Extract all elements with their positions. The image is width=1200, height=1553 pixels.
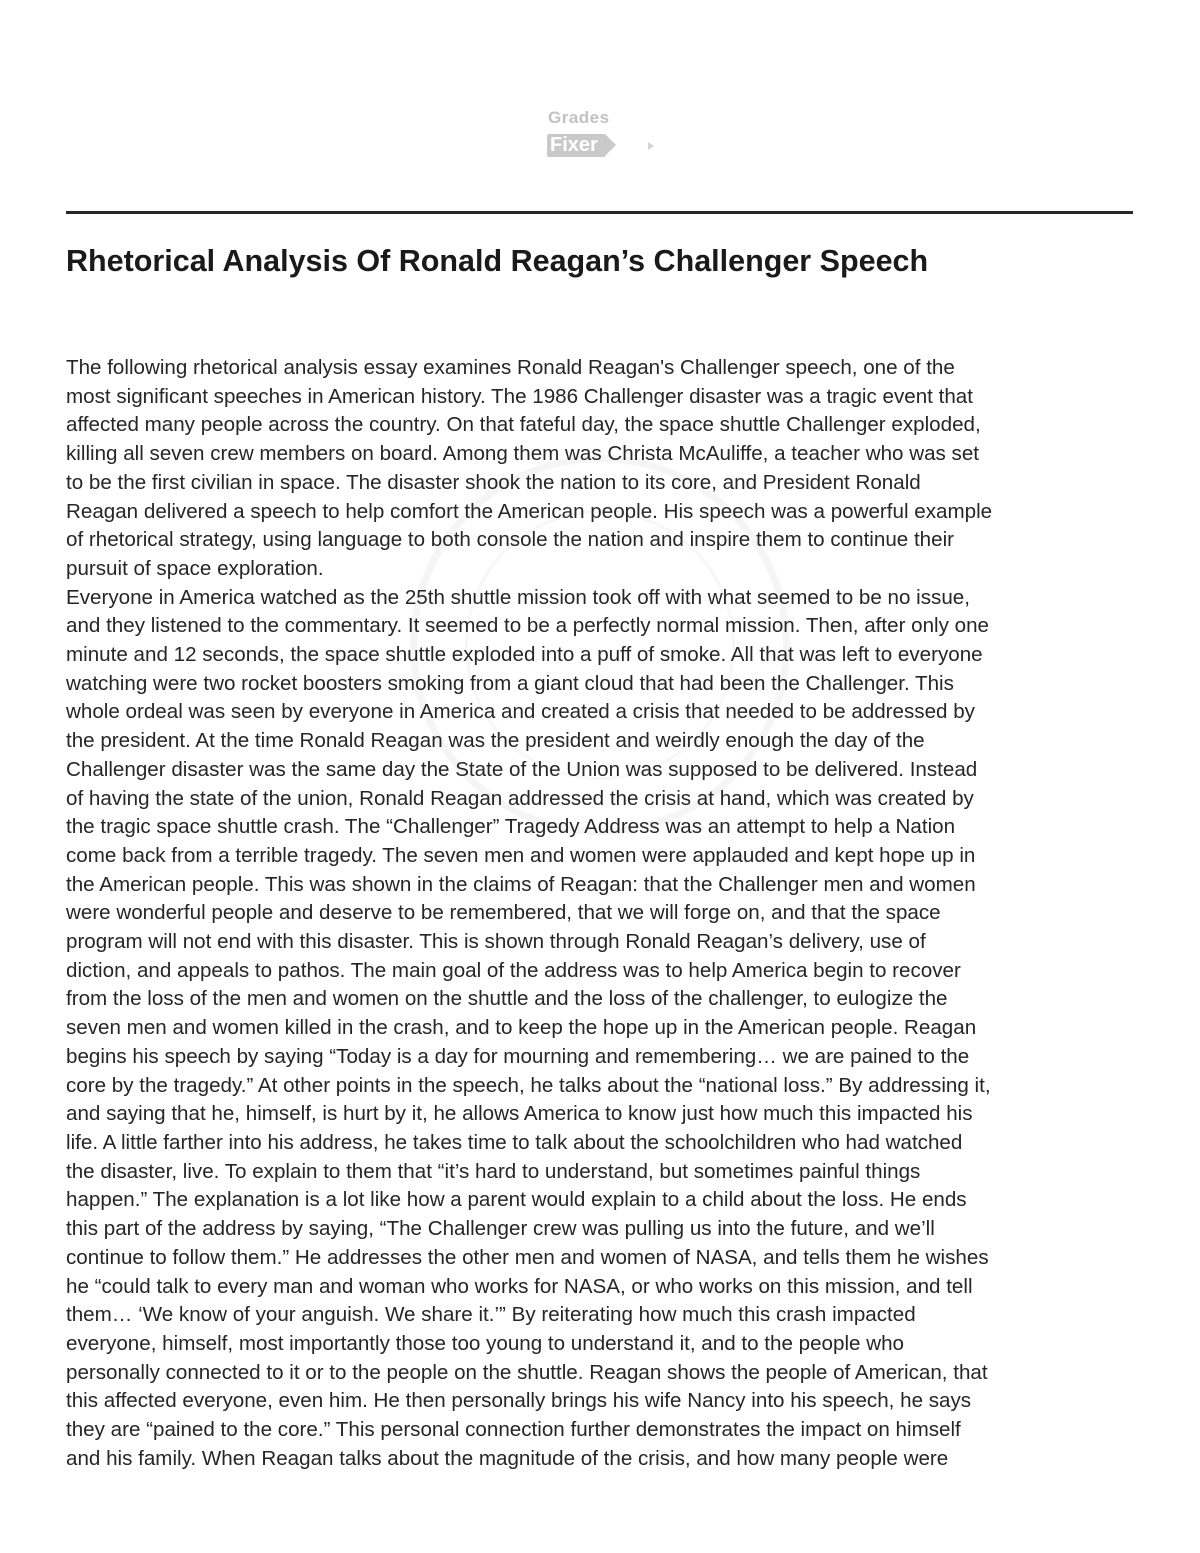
body-line: were wonderful people and deserve to be remembered, that we will forge on, and that the space xyxy=(66,901,941,925)
body-line: whole ordeal was seen by everyone in America and created a crisis that needed to be addressed by xyxy=(66,700,975,724)
body-line: Reagan delivered a speech to help comfort the American people. His speech was a powerful example xyxy=(66,499,993,523)
body-line: them… ‘We know of your anguish. We share it.’” By reiterating how much this crash impacted xyxy=(66,1303,916,1327)
logo-grades-text: Grades xyxy=(548,108,610,127)
body-line: this affected everyone, even him. He then personally brings his wife Nancy into his speech, he says xyxy=(66,1389,972,1413)
body-line: program will not end with this disaster. This is shown through Ronald Reagan’s delivery, use of xyxy=(66,930,926,954)
body-line: and his family. When Reagan talks about the magnitude of the crisis, and how many people were xyxy=(66,1446,949,1470)
body-line: to be the first civilian in space. The disaster shook the nation to its core, and President Ronald xyxy=(66,470,921,494)
body-line: core by the tragedy.” At other points in the speech, he talks about the “national loss.” By addressing it, xyxy=(66,1073,991,1097)
body-line: happen.” The explanation is a lot like how a parent would explain to a child about the loss. He ends xyxy=(66,1188,967,1212)
body-line: The following rhetorical analysis essay examines Ronald Reagan's Challenger speech, one of the xyxy=(66,356,955,379)
body-line: of rhetorical strategy, using language to both console the nation and inspire them to continue their xyxy=(66,528,955,552)
body-line: minute and 12 seconds, the space shuttle exploded into a puff of smoke. All that was left to everyone xyxy=(66,643,983,667)
body-line: seven men and women killed in the crash, and to keep the hope up in the American people. Reagan xyxy=(66,1016,977,1040)
body-line: they are “pained to the core.” This personal connection further demonstrates the impact on himself xyxy=(66,1418,961,1442)
body-line: from the loss of the men and women on the shuttle and the loss of the challenger, to eulogize the xyxy=(66,987,948,1011)
play-arrow-icon xyxy=(648,142,654,150)
body-line: this part of the address by saying, “The Challenger crew was pulling us into the future, and we’ll xyxy=(66,1217,935,1241)
header-divider xyxy=(66,211,1133,214)
body-line: life. A little farther into his address, he takes time to talk about the schoolchildren who had watched xyxy=(66,1130,963,1154)
gradesfixer-logo xyxy=(547,108,657,162)
body-line: continue to follow them.” He addresses the other men and women of NASA, and tells them he wishes xyxy=(66,1245,989,1269)
body-line: pursuit of space exploration. xyxy=(66,556,324,580)
body-line: of having the state of the union, Ronald Reagan addressed the crisis at hand, which was created by xyxy=(66,786,974,810)
body-line: come back from a terrible tragedy. The seven men and women were applauded and kept hope up in xyxy=(66,843,976,867)
body-line: the tragic space shuttle crash. The “Challenger” Tragedy Address was an attempt to help a Nation xyxy=(66,815,956,839)
essay-body xyxy=(66,354,1146,1473)
body-line: begins his speech by saying “Today is a day for mourning and remembering… we are pained to the xyxy=(66,1044,970,1068)
body-line: killing all seven crew members on board. Among them was Christa McAuliffe, a teacher who was set xyxy=(66,442,980,466)
body-line: everyone, himself, most importantly those too young to understand it, and to the people who xyxy=(66,1331,904,1355)
body-line: personally connected to it or to the people on the shuttle. Reagan shows the people of American, that xyxy=(66,1360,988,1384)
body-line: the American people. This was shown in the claims of Reagan: that the Challenger men and women xyxy=(66,872,976,896)
body-line: most significant speeches in American history. The 1986 Challenger disaster was a tragic event that xyxy=(66,384,973,408)
logo-fixer-badge: Fixer xyxy=(547,134,605,157)
body-line: the disaster, live. To explain to them that “it’s hard to understand, but sometimes painful things xyxy=(66,1159,921,1183)
body-line: he “could talk to every man and woman who works for NASA, or who works on this mission, and tell xyxy=(66,1274,973,1298)
body-line: diction, and appeals to pathos. The main goal of the address was to help America begin to recover xyxy=(66,958,961,982)
body-line: watching were two rocket boosters smoking from a giant cloud that had been the Challenger. This xyxy=(66,671,954,695)
body-line: Challenger disaster was the same day the State of the Union was supposed to be delivered. Instead xyxy=(66,757,978,781)
body-line: Everyone in America watched as the 25th shuttle mission took off with what seemed to be no issue, xyxy=(66,585,970,609)
body-line: and they listened to the commentary. It seemed to be a perfectly normal mission. Then, after only one xyxy=(66,614,990,638)
body-line: the president. At the time Ronald Reagan was the president and weirdly enough the day of the xyxy=(66,729,925,753)
body-line: affected many people across the country. On that fateful day, the space shuttle Challenger exploded, xyxy=(66,413,981,437)
body-line: and saying that he, himself, is hurt by it, he allows America to know just how much this impacted his xyxy=(66,1102,973,1126)
essay-title: Rhetorical Analysis Of Ronald Reagan’s Challenger Speech xyxy=(66,244,929,278)
